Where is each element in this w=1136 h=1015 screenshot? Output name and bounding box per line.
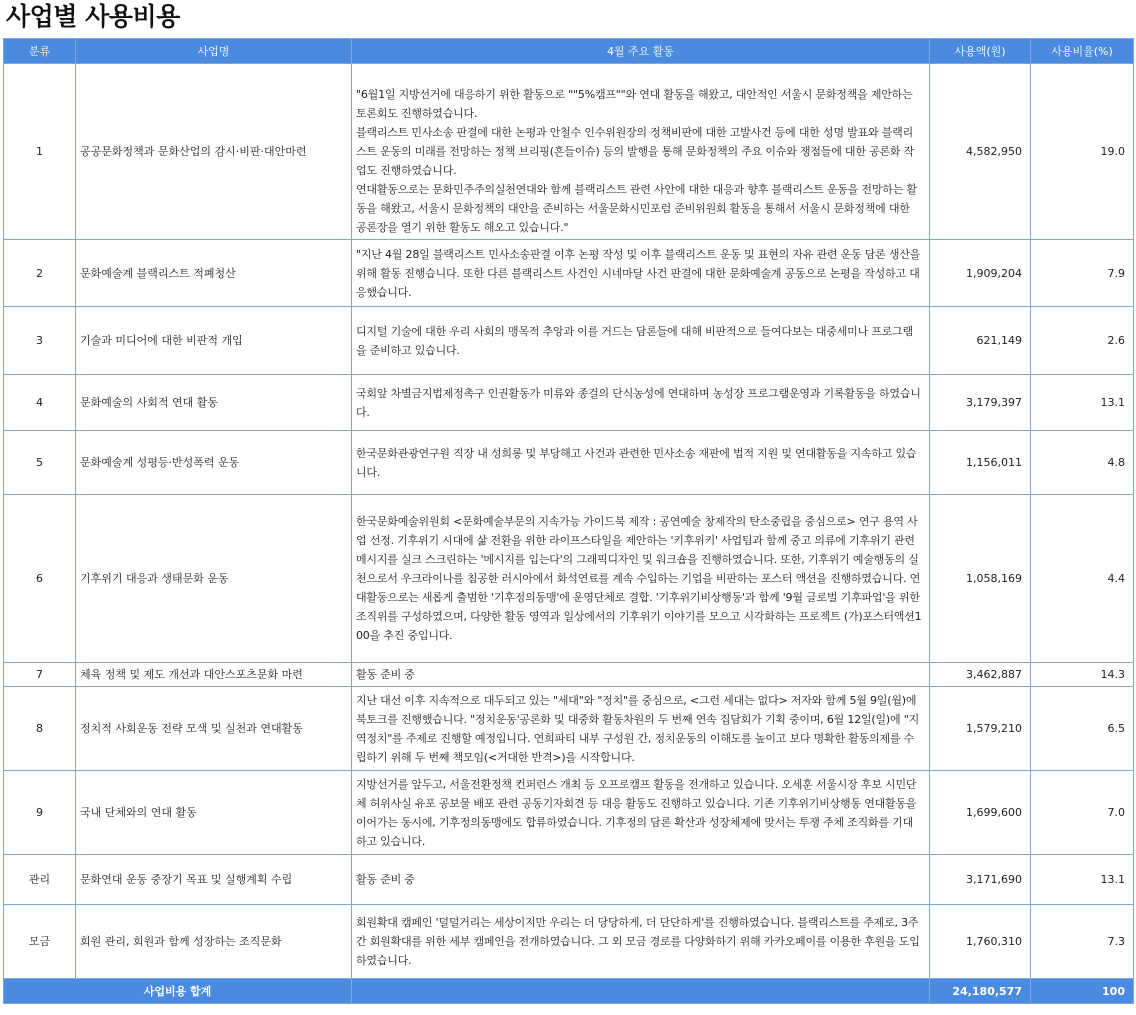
cell-activity: 활동 준비 중: [352, 855, 930, 905]
cell-category: 2: [4, 240, 76, 307]
cell-ratio: 13.1: [1031, 375, 1134, 431]
total-ratio: 100: [1031, 979, 1134, 1004]
header-amount: 사용액(원): [930, 39, 1031, 64]
table-row: [4, 687, 1134, 771]
total-amount: 24,180,577: [930, 979, 1031, 1004]
cell-category: 3: [4, 307, 76, 375]
cell-activity: 한국문화예술위원회 <문화예술부문의 지속가능 가이드북 제작 : 공연예술 창제작의 탄소중립을 중심으로> 연구 용역 사업 선정. 기후위기 시대에 삶 전환을 위한 라이프스타일을 제안하는 '키후위키' 사업팀과 함께 중고 의류에 기후위기 관련 메시지를 실크 스크린하는 '메시지를 입는다'의 그래픽디자인 및 워크숍을 진행하였습니다. 또한, 기후위기 예술행동의 실천으로서 우크라이나를 침공한 러시아에서 화석연료를 계속 수입하는 기업을 비판하는 포스터 액션을 진행하였습니다. 연대활동으로는 새롭게 출범한 '기후정의동맹'에 운영단체로 결합. '기후위기비상행동'과 함께 '9월 글로벌 기후파업'을 위한 조직위를 구성하였으며, 다양한 활동 영역과 일상에서의 기후위기 이야기를 모으고 시각화하는 프로젝트 (가)포스터액션100을 추진 중입니다.: [352, 495, 930, 663]
table-row: [4, 64, 1134, 240]
page-title: 사업별 사용비용: [6, 2, 180, 31]
cell-category: 7: [4, 663, 76, 687]
header-ratio: 사용비율(%): [1031, 39, 1134, 64]
table-header-row: [4, 39, 1134, 64]
cell-category: 모금: [4, 905, 76, 979]
cell-amount: 3,462,887: [930, 663, 1031, 687]
header-project: 사업명: [76, 39, 352, 64]
cell-project: 문화예술계 성평등·반성폭력 운동: [76, 431, 352, 495]
table-row: [4, 240, 1134, 307]
cell-activity: 지난 대선 이후 지속적으로 대두되고 있는 "세대"와 "정치"를 중심으로, <그런 세대는 없다> 저자와 함께 5월 9일(월)에 북토크를 진행했습니다. "정치운동'공론화 및 대중화 활동차원의 두 번째 연속 집담회가 기획 중이며, 6월 12일(일)에 "지역정치"를 주제로 진행할 예정입니다. 연희파티 내부 구성원 간, 정치운동의 이해도를 높이고 보다 명확한 활동의제를 수립하기 위해 두 번째 책모임(<거대한 반격>)을 시작합니다.: [352, 687, 930, 771]
table-row: [4, 375, 1134, 431]
cell-project: 문화연대 운동 중장기 목표 및 실행계획 수립: [76, 855, 352, 905]
cell-amount: 1,760,310: [930, 905, 1031, 979]
cell-project: 문화예술의 사회적 연대 활동: [76, 375, 352, 431]
cell-category: 8: [4, 687, 76, 771]
cell-amount: 1,579,210: [930, 687, 1031, 771]
budget-table: [3, 38, 1134, 1004]
total-activity-blank: [352, 979, 930, 1004]
cell-ratio: 19.0: [1031, 64, 1134, 240]
cell-ratio: 4.4: [1031, 495, 1134, 663]
cell-category: 관리: [4, 855, 76, 905]
table-row: [4, 905, 1134, 979]
cell-ratio: 7.3: [1031, 905, 1134, 979]
cell-activity: 디지털 기술에 대한 우리 사회의 맹목적 추앙과 이를 거드는 담론들에 대해 비판적으로 들여다보는 대중세미나 프로그램을 준비하고 있습니다.: [352, 307, 930, 375]
cell-amount: 1,699,600: [930, 771, 1031, 855]
cell-ratio: 14.3: [1031, 663, 1134, 687]
cell-amount: 1,156,011: [930, 431, 1031, 495]
header-category: 분류: [4, 39, 76, 64]
cell-project: 기후위기 대응과 생태문화 운동: [76, 495, 352, 663]
cell-activity: [352, 64, 930, 240]
cell-ratio: 2.6: [1031, 307, 1134, 375]
cell-category: 6: [4, 495, 76, 663]
cell-amount: 1,909,204: [930, 240, 1031, 307]
cell-ratio: 4.8: [1031, 431, 1134, 495]
cell-amount: 3,171,690: [930, 855, 1031, 905]
table-row: [4, 431, 1134, 495]
cell-amount: 621,149: [930, 307, 1031, 375]
cell-project: 공공문화정책과 문화산업의 감시·비판·대안마련: [76, 64, 352, 240]
activity-text: "6월1일 지방선거에 대응하기 위한 활동으로 ""5%캠프""와 연대 활동을 해왔고, 대안적인 서울시 문화정책을 제안하는 토론회도 진행하였습니다. 블랙리스트 민사소송 판결에 대한 논평과 안철수 인수위원장의 정책비판에 대한 고발사건 등에 대한 성명 발표와 블랙리스트 운동의 미래를 전망하는 정책 브리핑(흔들이슈) 등의 발행을 통해 문화정책의 주요 이슈와 쟁점들에 대한 공론화 작업도 진행하였습니다. 연대활동으로는 문화민주주의실천연대와 함께 블랙리스트 관련 사안에 대한 대응과 향후 블랙리스트 운동을 전망하는 활동을 해왔고, 서울시 문화정책의 대안을 준비하는 서울문화시민포럼 준비위원회 활동을 통해서 서울시 문화정책에 대한 공론장을 열기 위한 활동도 해오고 있습니다.": [356, 88, 917, 234]
cell-amount: 1,058,169: [930, 495, 1031, 663]
cell-project: 문화예술계 블랙리스트 적폐청산: [76, 240, 352, 307]
table-row: [4, 663, 1134, 687]
cell-activity: "지난 4월 28일 블랙리스트 민사소송판결 이후 논평 작성 및 이후 블랙리스트 운동 및 표현의 자유 관련 운동 담론 생산을 위해 활동 진행습니다. 또한 다른 블랙리스트 사건인 시네마달 사건 판결에 대한 문화예술계 공동으로 논평을 작성하고 대응했습니다.: [352, 240, 930, 307]
cell-activity: 활동 준비 중: [352, 663, 930, 687]
table-row: [4, 495, 1134, 663]
table-row: [4, 855, 1134, 905]
total-row: [4, 979, 1134, 1004]
cell-project: 국내 단체와의 연대 활동: [76, 771, 352, 855]
cell-amount: 4,582,950: [930, 64, 1031, 240]
cell-category: 4: [4, 375, 76, 431]
cell-project: 정치적 사회운동 전략 모색 및 실천과 연대활동: [76, 687, 352, 771]
table-row: [4, 771, 1134, 855]
cell-category: 1: [4, 64, 76, 240]
cell-activity: 한국문화관광연구원 직장 내 성희롱 및 부당해고 사건과 관련한 민사소송 재판에 법적 지원 및 연대활동을 지속하고 있습니다.: [352, 431, 930, 495]
cell-activity: 지방선거를 앞두고, 서울전환정책 컨퍼런스 개최 등 오프로캠프 활동을 전개하고 있습니다. 오세훈 서울시장 후보 시민단체 허위사실 유포 공보물 배포 관련 공동기자회견 등 대응 활동도 진행하고 있습니다. 기존 기후위기비상행동 연대활동을 이어가는 동시에, 기후정의동맹에도 합류하였습니다. 기후정의 담론 확산과 성장체제에 맞서는 투쟁 주체 조직화를 기대하고 있습니다.: [352, 771, 930, 855]
cell-project: 회원 관리, 회원과 함께 성장하는 조직문화: [76, 905, 352, 979]
cell-ratio: 7.9: [1031, 240, 1134, 307]
cell-category: 9: [4, 771, 76, 855]
cell-amount: 3,179,397: [930, 375, 1031, 431]
cell-project: 체육 정책 및 제도 개선과 대안스포츠문화 마련: [76, 663, 352, 687]
cell-activity: 국회앞 차별금지법제정촉구 인권활동가 미류와 종걸의 단식농성에 연대하며 농성장 프로그램운영과 기록활동을 하였습니다.: [352, 375, 930, 431]
cell-ratio: 13.1: [1031, 855, 1134, 905]
cell-activity: 회원확대 캠페인 '덜덜거리는 세상이지만 우리는 더 당당하게, 더 단단하게'를 진행하였습니다. 블랙리스트를 주제로, 3주간 회원확대를 위한 세부 캠페인을 전개하였습니다. 그 외 모금 경로를 다양화하기 위해 카카오페이를 이용한 후원을 도입하였습니다.: [352, 905, 930, 979]
header-activity: 4월 주요 활동: [352, 39, 930, 64]
cell-category: 5: [4, 431, 76, 495]
cell-ratio: 6.5: [1031, 687, 1134, 771]
table-row: [4, 307, 1134, 375]
cell-ratio: 7.0: [1031, 771, 1134, 855]
cell-project: 기술과 미디어에 대한 비판적 개입: [76, 307, 352, 375]
total-label: 사업비용 합계: [4, 979, 352, 1004]
